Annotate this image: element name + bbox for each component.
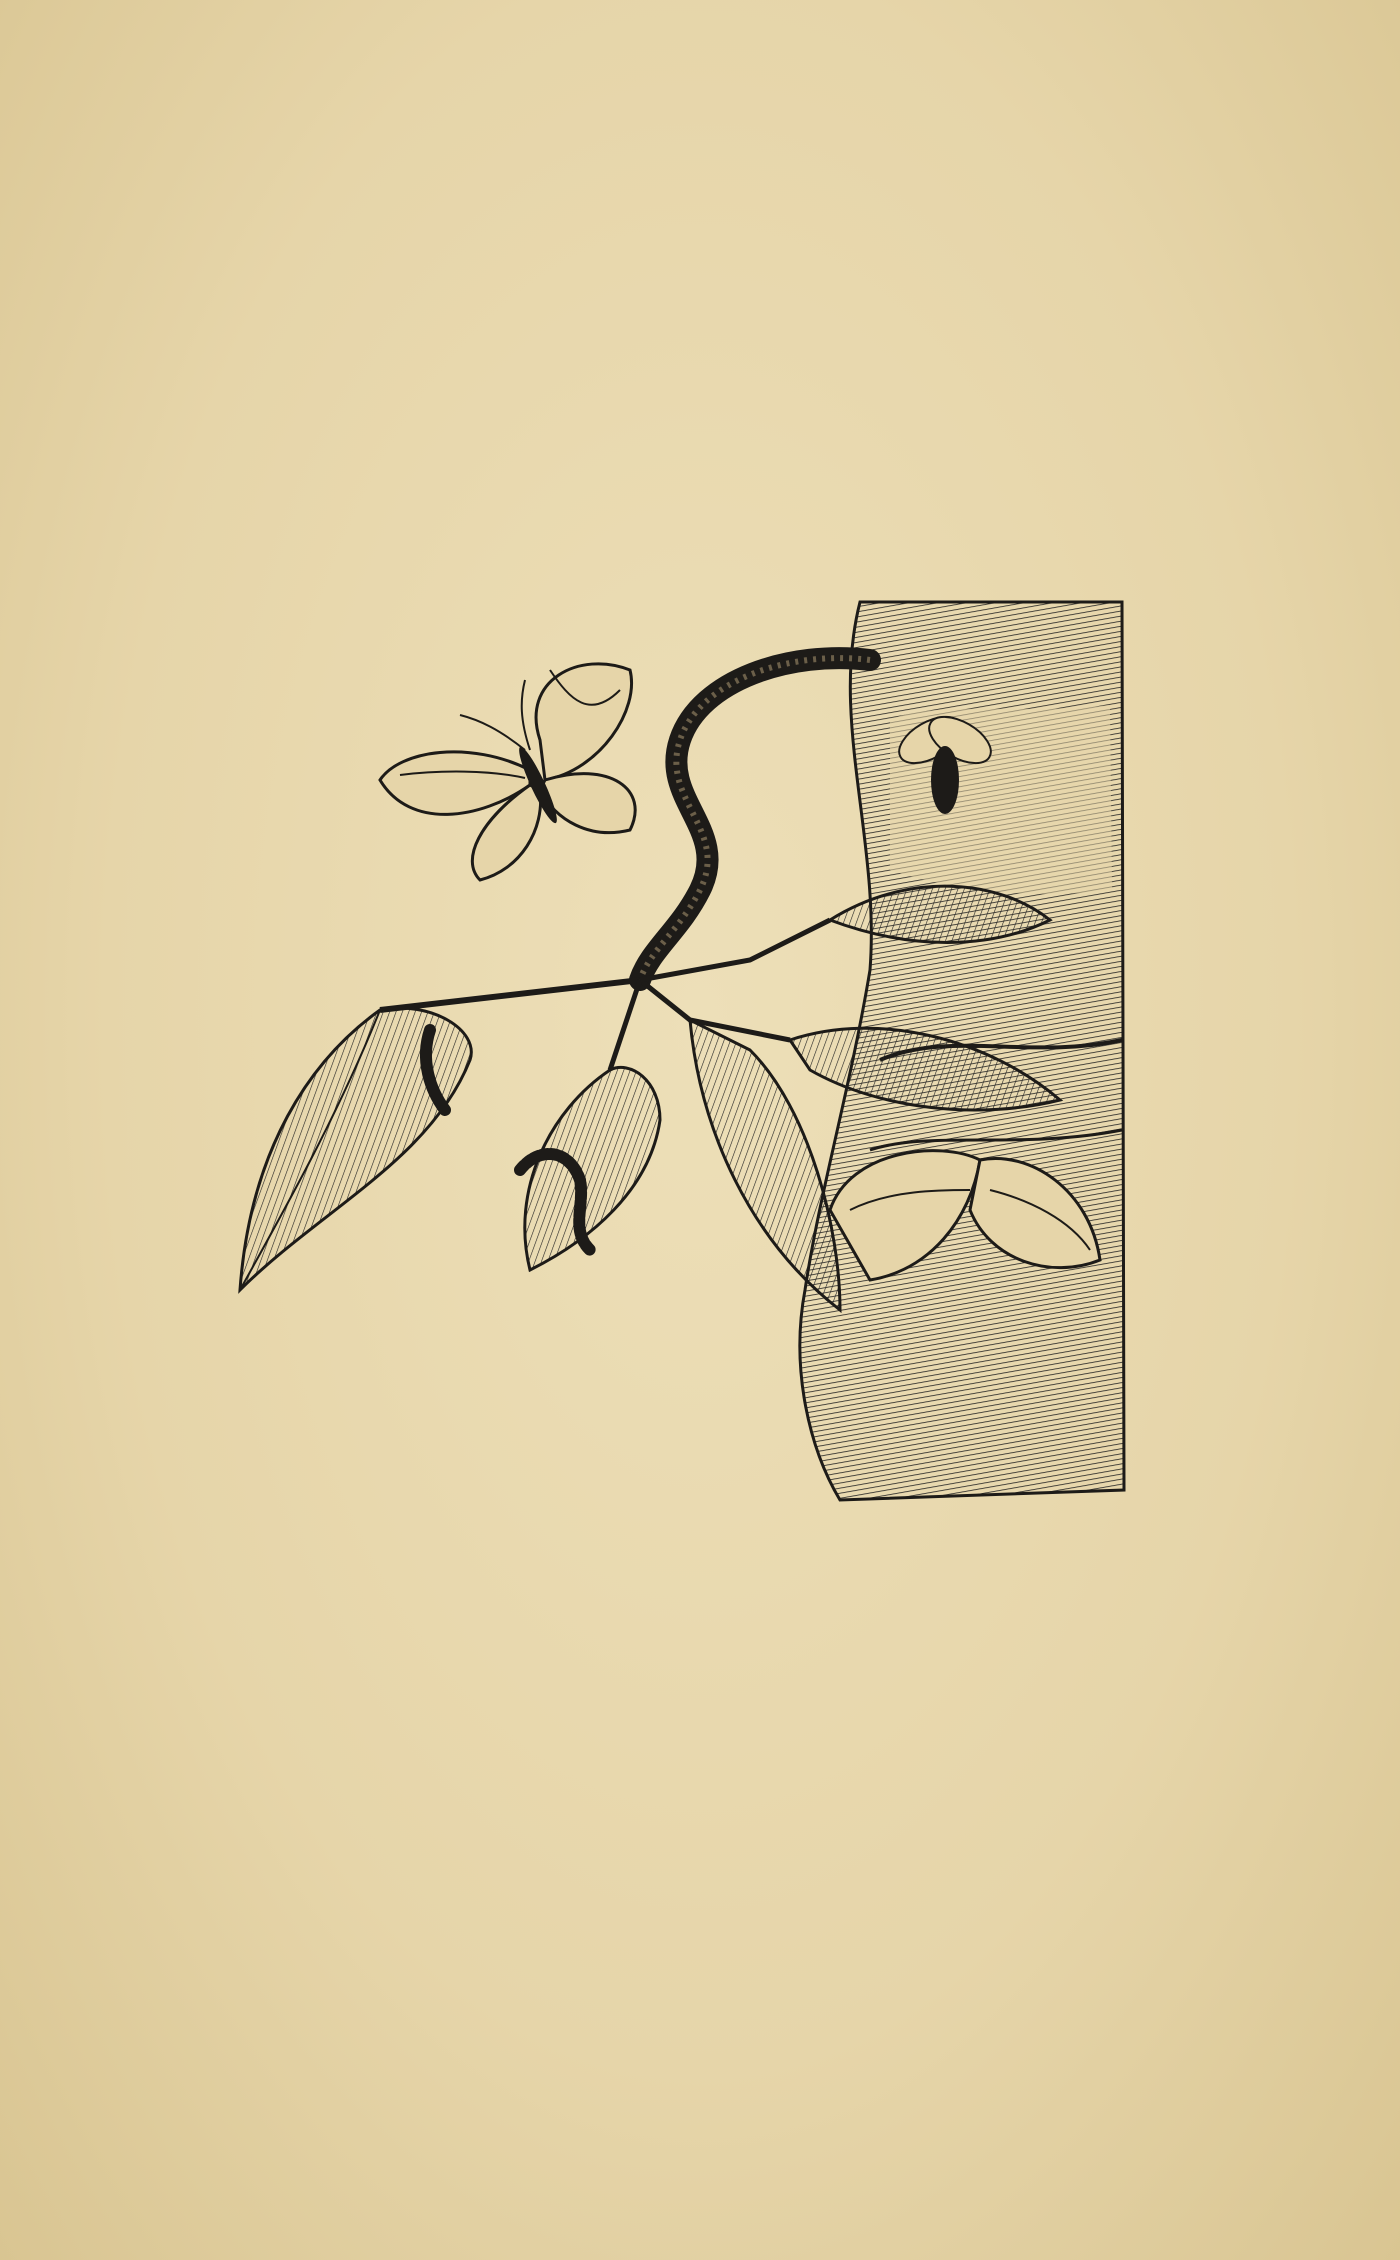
figure-frostspanner <box>230 590 1130 1550</box>
butterfly-icon <box>380 664 635 880</box>
leaf-left <box>240 1008 471 1290</box>
branch-icon <box>380 658 870 1070</box>
leaf-middle <box>525 1067 660 1270</box>
